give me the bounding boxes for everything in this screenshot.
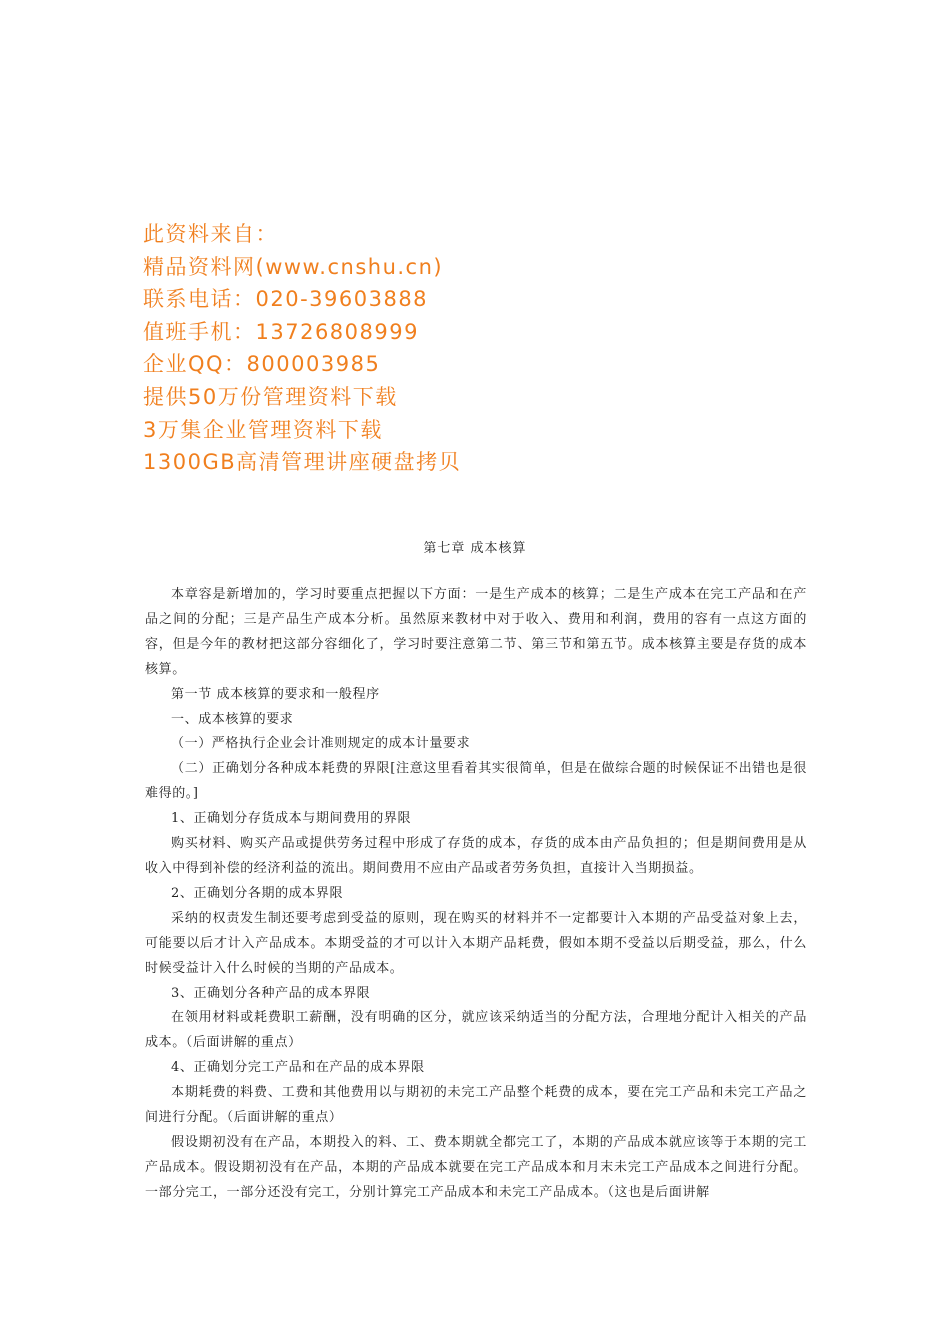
offer-line-2: 3万集企业管理资料下载 (143, 417, 383, 442)
point-heading: 1、正确划分存货成本与期间费用的界限 (171, 811, 412, 827)
subsection-heading: 一、成本核算的要求 (171, 711, 294, 727)
offer-line-1: 提供50万份管理资料下载 (143, 384, 398, 409)
point-heading: 3、正确划分各种产品的成本界限 (171, 985, 371, 1001)
body-paragraph: 假设期初没有在产品，本期投入的料、工、费本期就全都完工了，本期的产品成本就应该等于本期的完工产品成本。假设期初没有在产品，本期的产品成本就要在完工产品成本和月末未完工产品成本之间进行分配。一部分完工，一部分还没有完工，分别计算完工产品成本和未完工产品成本。（这也是后面讲解 (145, 1134, 807, 1200)
source-line: 此资料来自： (143, 222, 278, 246)
body-paragraph: 在领用材料或耗费职工薪酬，没有明确的区分，就应该采纳适当的分配方法，合理地分配计入相关的产品成本。（后面讲解的重点） (145, 1010, 807, 1051)
website-line: 精品资料网(www.cnshu.cn) (143, 254, 444, 279)
mobile-line: 值班手机：13726808999 (143, 319, 419, 344)
chapter-title: 第七章 成本核算 (423, 541, 527, 556)
qq-line: 企业QQ：800003985 (143, 352, 381, 377)
body-paragraph: 购买材料、购买产品或提供劳务过程中形成了存货的成本，存货的成本由产品负担的；但是期间费用是从收入中得到补偿的经济利益的流出。期间费用不应由产品或者劳务负担，直接计入当期损益。 (145, 836, 807, 876)
list-item: （二）正确划分各种成本耗费的界限[注意这里看着其实很简单，但是在做综合题的时候保证不出错也是很难得的。] (145, 761, 807, 802)
body-paragraph: 本期耗费的料费、工费和其他费用以与期初的未完工产品整个耗费的成本，要在完工产品和未完工产品之间进行分配。（后面讲解的重点） (145, 1085, 807, 1126)
phone-line: 联系电话：020-39603888 (143, 287, 429, 312)
source-info-block (143, 218, 843, 479)
offer-line-3: 1300GB高清管理讲座硬盘拷贝 (143, 450, 462, 475)
document-body (145, 583, 807, 1206)
section-heading: 第一节 成本核算的要求和一般程序 (171, 686, 380, 702)
intro-paragraph: 本章容是新增加的，学习时要重点把握以下方面：一是生产成本的核算；二是生产成本在完工产品和在产品之间的分配；三是产品生产成本分析。虽然原来教材中对于收入、费用和利润，费用的容有一点这方面的容，但是今年的教材把这部分容细化了，学习时要注意第二节、第三节和第五节。成本核算主要是存货的成本核算。 (145, 587, 807, 677)
point-heading: 4、正确划分完工产品和在产品的成本界限 (171, 1060, 425, 1076)
list-item: （一）严格执行企业会计准则规定的成本计量要求 (171, 736, 471, 752)
point-heading: 2、正确划分各期的成本界限 (171, 885, 344, 901)
body-paragraph: 采纳的权责发生制还要考虑到受益的原则，现在购买的材料并不一定都要计入本期的产品受益对象上去，可能要以后才计入产品成本。本期受益的才可以计入本期产品耗费，假如本期不受益以后期受益，那么，什么时候受益计入什么时候的当期的产品成本。 (145, 910, 807, 976)
